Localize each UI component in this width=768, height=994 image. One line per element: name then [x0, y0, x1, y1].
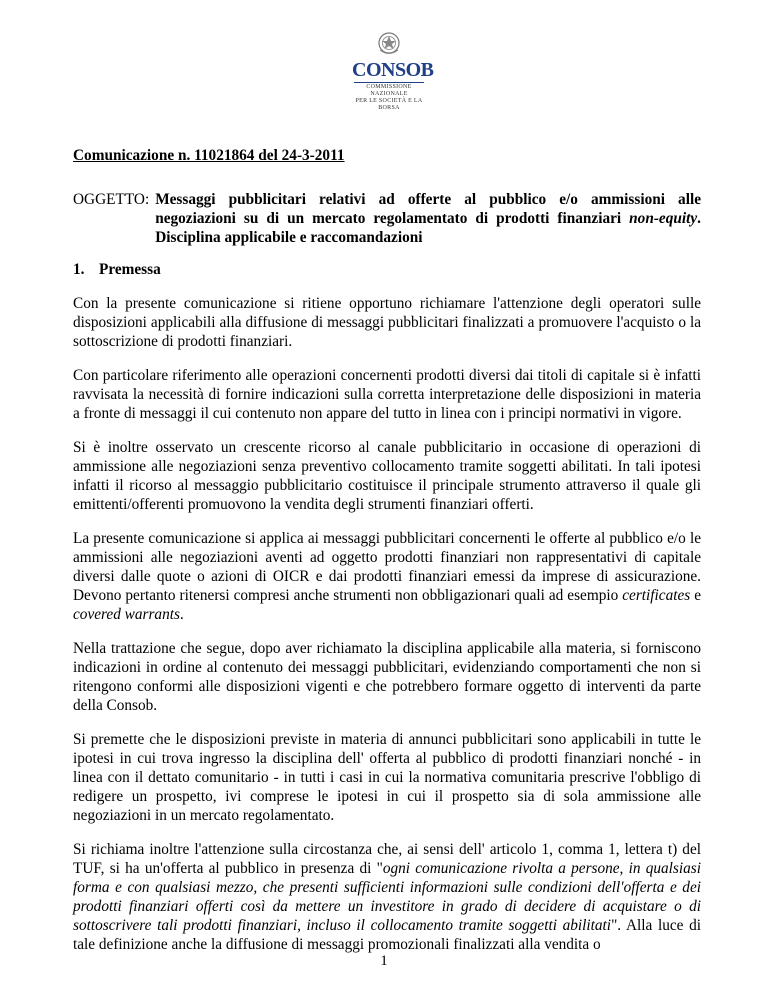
subject-label: OGGETTO:: [73, 191, 150, 208]
paragraph-4-italic-1: certificates: [622, 587, 691, 604]
paragraph-5: Nella trattazione che segue, dopo aver richiamato la disciplina applicabile alla materia, si forniscono indicazioni in ordine al contenuto dei messaggi pubblicitari, evidenziando comportamenti che non si ritengono conformi alle disposizioni vigenti e che potrebbero formare oggetto di interventi da parte della Consob.: [73, 640, 701, 714]
paragraph-7-quote: ogni comunicazione rivolta a persone, in qualsiasi forma e con qualsiasi mezzo, che presenti sufficienti informazioni sulle condizioni dell'offerta e dei prodotti finanziari offerti così da mettere un investitore in grado di decidere di acquistare o di sottoscrivere tali prodotti finanziari, incluso il collocamento tramite soggetti abilitati: [73, 860, 701, 934]
logo-subtitle-line2: PER LE SOCIETÀ E LA BORSA: [355, 98, 423, 111]
subject-text-italic: non-equity: [629, 210, 698, 227]
paragraph-3: Si è inoltre osservato un crescente ricorso al canale pubblicitario in occasione di operazioni di ammissione alle negoziazioni senza preventivo collocamento tramite soggetti abilitati. In tali ipotesi infatti il ricorso al messaggio pubblicitario costituisce il principale strumento attraverso il quale gli emittenti/offerenti promuovono la vendita degli strumenti finanziari offerti.: [73, 439, 701, 513]
paragraph-7-text-a: Si richiama inoltre l'attenzione sulla circostanza che, ai sensi dell' articolo 1, comma 1, lettera t) del TUF, si ha un'offerta al pubblico in presenza di ": [73, 841, 701, 877]
consob-logo: [352, 30, 434, 111]
consob-wordmark: CONSOB: [352, 59, 434, 81]
document-body: [73, 146, 701, 954]
section-heading: [73, 260, 701, 279]
logo-subtitle: [352, 84, 426, 112]
section-title: Premessa: [99, 261, 161, 278]
paragraph-1: Con la presente comunicazione si ritiene opportuno richiamare l'attenzione degli operatori sulle disposizioni applicabili alla diffusione di messaggi pubblicitari finalizzati a promuovere l'acquisto o la sottoscrizione di prodotti finanziari.: [73, 295, 701, 350]
subject-block: [73, 190, 701, 247]
logo-subtitle-line1: COMMISSIONE NAZIONALE: [366, 84, 412, 97]
subject-text-part1: Messaggi pubblicitari relativi ad offerte al pubblico e/o ammissioni alle negoziazioni su di un mercato regolamentato di prodotti finanziari: [155, 191, 701, 227]
paragraph-7-text-b: ". Alla luce di tale definizione anche la diffusione di messaggi promozionali finalizzati alla vendita o: [73, 917, 701, 953]
paragraph-4-text-a: La presente comunicazione si applica ai messaggi pubblicitari concernenti le offerte al pubblico e/o le ammissioni alle negoziazioni aventi ad oggetto prodotti finanziari non rappresentativi di capitale diversi dalle quote o azioni di OICR e dai prodotti finanziari emessi da imprese di assicurazione. Devono pertanto ritenersi compresi anche strumenti non obbligazionari quali ad esempio: [73, 530, 701, 604]
subject-text-part2: . Disciplina applicabile e raccomandazioni: [155, 210, 701, 246]
communication-title: Comunicazione n. 11021864 del 24-3-2011: [73, 147, 345, 164]
emblem-icon: [377, 30, 401, 58]
paragraph-7: [73, 840, 701, 954]
section-number: 1.: [73, 261, 85, 278]
paragraph-4: [73, 529, 701, 624]
paragraph-4-text-b: e: [690, 587, 701, 604]
logo-rule: [354, 82, 424, 83]
paragraph-4-text-c: .: [179, 606, 184, 623]
paragraph-6: Si premette che le disposizioni previste in materia di annunci pubblicitari sono applicabili in tutte le ipotesi in cui trova ingresso la disciplina dell' offerta al pubblico di prodotti finanziari nonché - in linea con il dettato comunitario - in tutti i casi in cui la normativa comunitaria prescrive l'obbligo di redigere un prospetto, ivi comprese le ipotesi in cui il prospetto sia di sola ammissione alle negoziazioni in un mercato regolamentato.: [73, 731, 701, 824]
page-number: 1: [380, 953, 388, 969]
paragraph-4-italic-2: covered warrants: [73, 606, 180, 623]
paragraph-2: Con particolare riferimento alle operazioni concernenti prodotti diversi dai titoli di capitale si è infatti ravvisata la necessità di fornire indicazioni sulla corretta interpretazione delle disposizioni in materia a fronte di messaggi il cui contenuto non appare del tutto in linea con i principi normativi in vigore.: [73, 367, 701, 422]
subject-text: [155, 190, 701, 247]
